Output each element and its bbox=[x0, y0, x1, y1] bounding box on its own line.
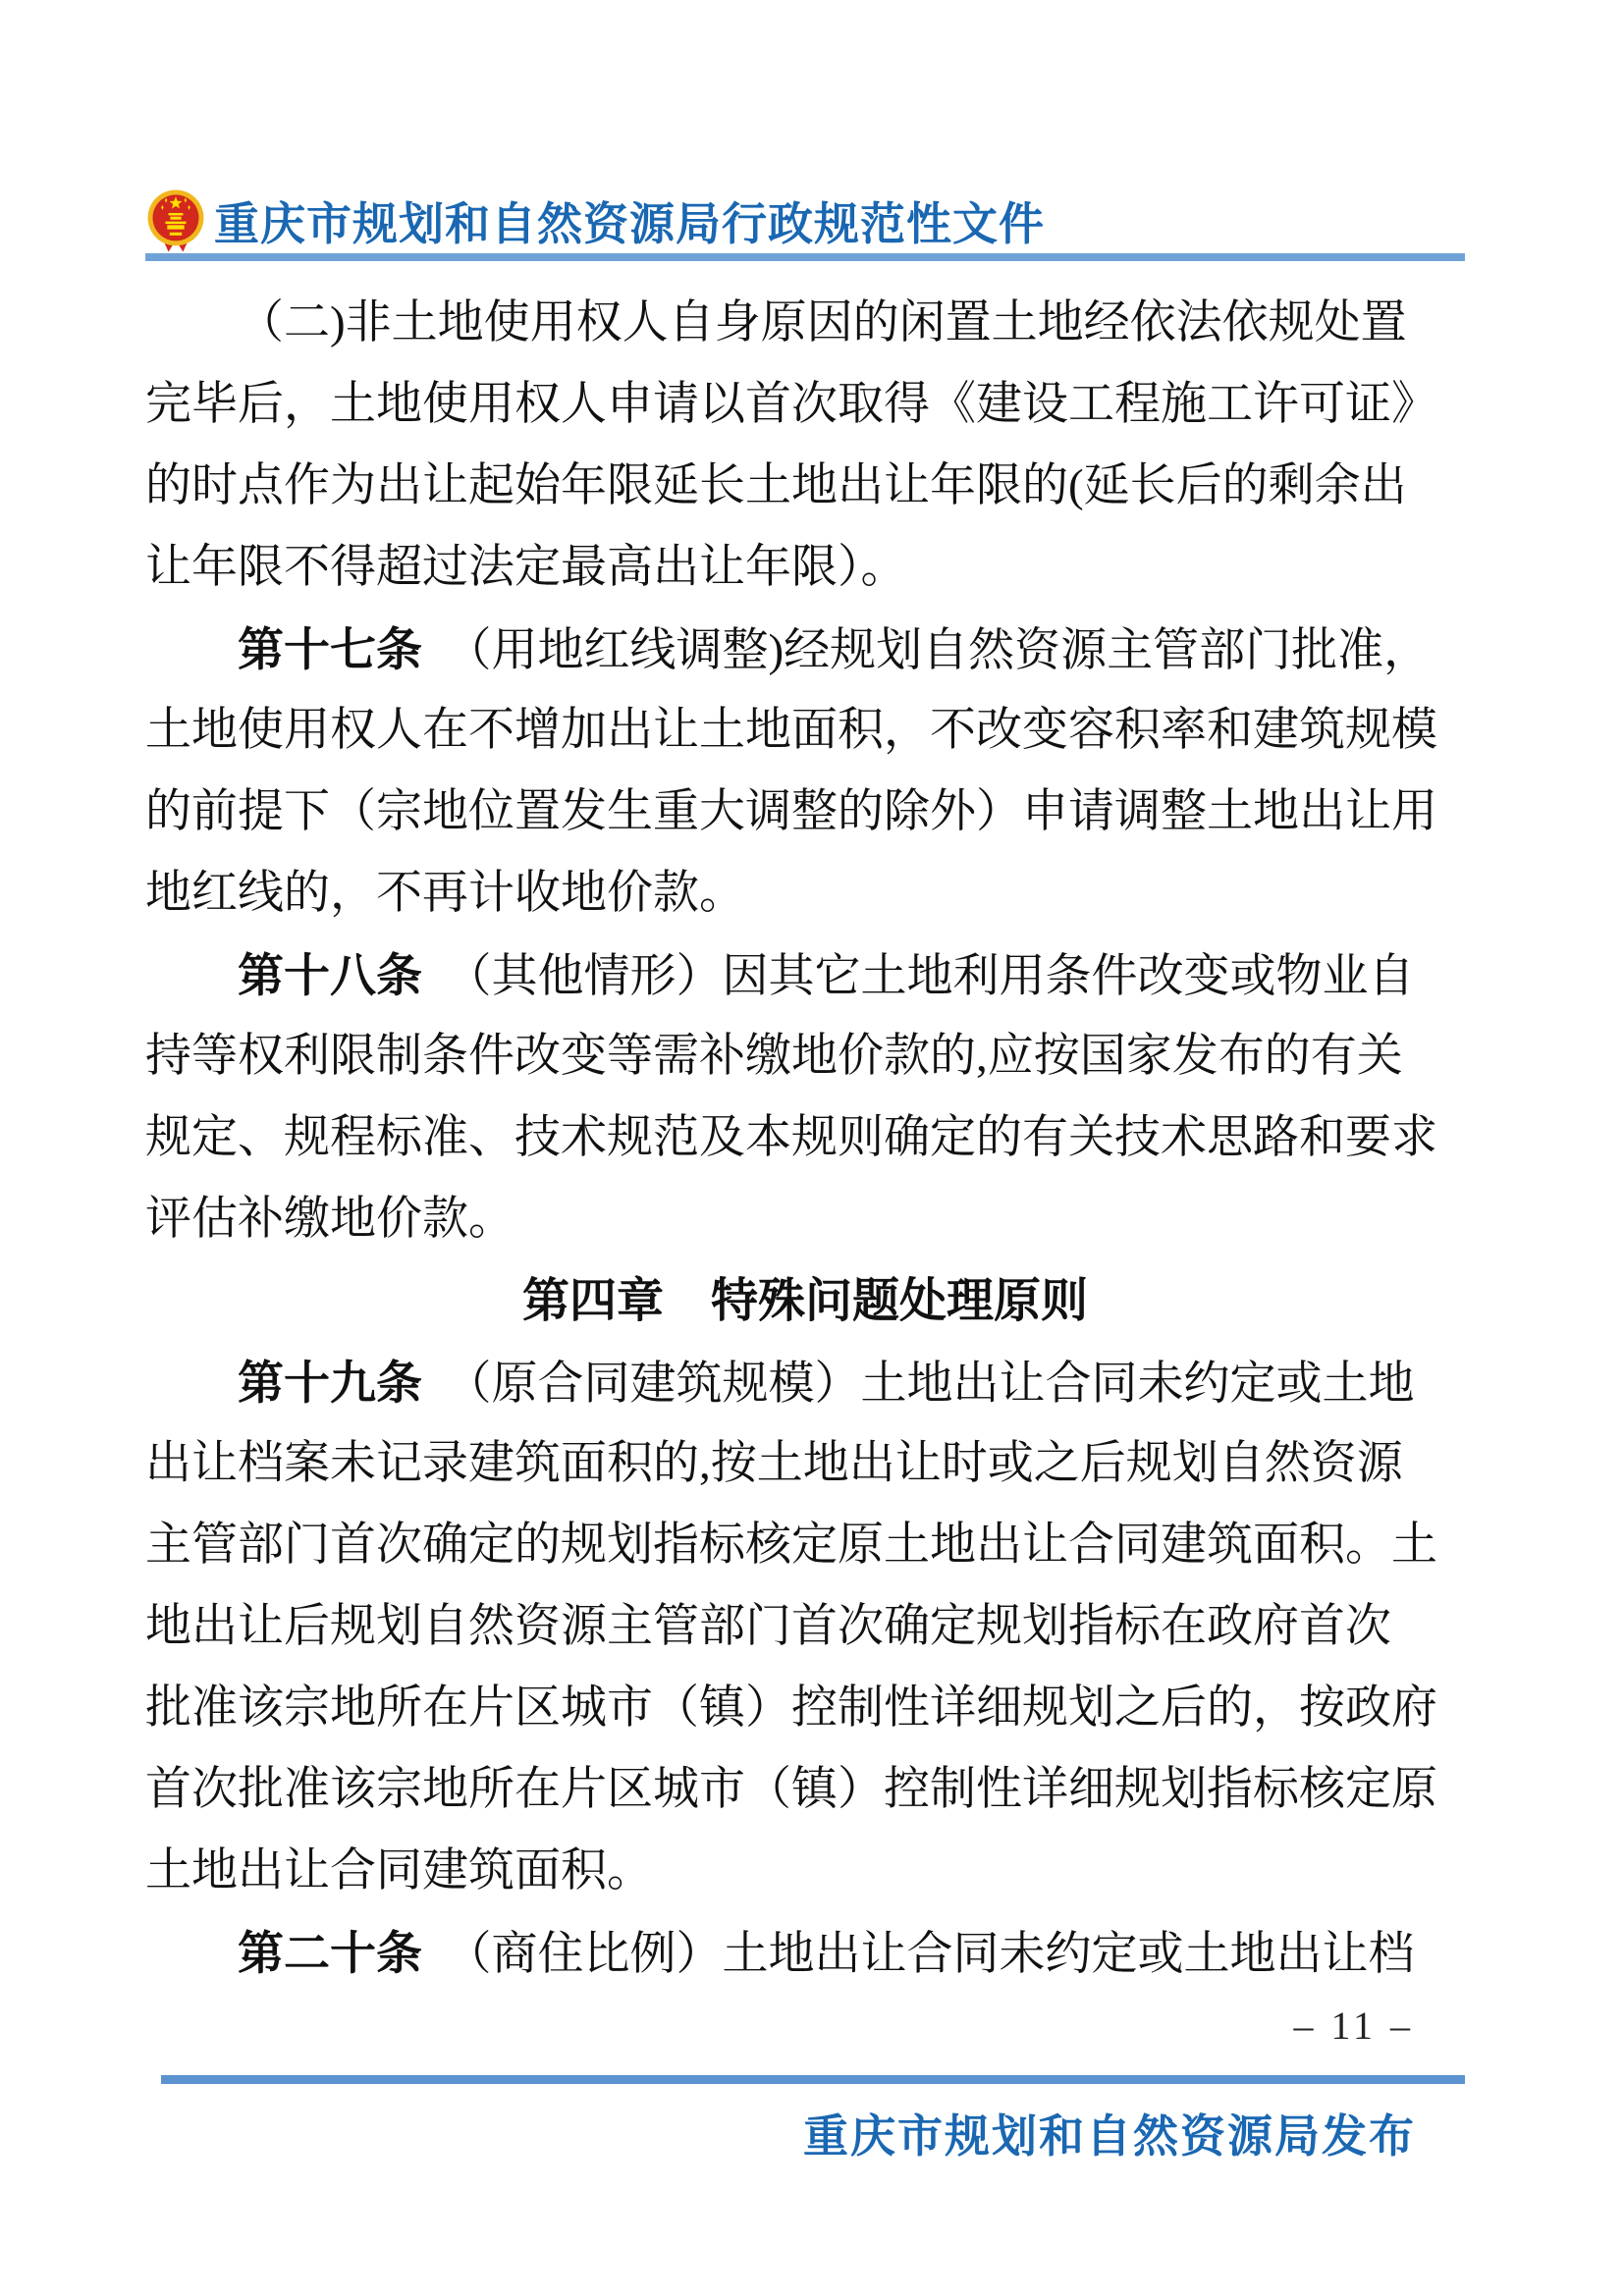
line-text: 地红线的，不再计收地价款。 bbox=[145, 868, 745, 919]
line-text: 的时点作为出让起始年限延长土地出让年限的(延长后的剩余出 bbox=[145, 460, 1407, 511]
line-text: 出让档案未记录建筑面积的,按土地出让时或之后规划自然资源 bbox=[145, 1438, 1403, 1489]
article-number: 第十八条 bbox=[238, 949, 422, 1001]
body-line bbox=[145, 853, 1465, 934]
line-text: （用地红线调整)经规划自然资源主管部门批准， bbox=[422, 625, 1431, 676]
line-text: 完毕后，土地使用权人申请以首次取得《建设工程施工许可证》 bbox=[145, 379, 1437, 430]
chapter-heading bbox=[145, 1260, 1465, 1342]
line-text: （二)非土地使用权人自身原因的闲置土地经依法依规处置 bbox=[238, 297, 1407, 348]
body-line bbox=[145, 1831, 1465, 1912]
body-line bbox=[145, 1749, 1465, 1831]
line-text: 持等权利限制条件改变等需补缴地价款的,应按国家发布的有关 bbox=[145, 1031, 1403, 1082]
line-text: 首次批准该宗地所在片区城市（镇）控制性详细规划指标核定原 bbox=[145, 1764, 1437, 1815]
line-text: （原合同建筑规模）土地出让合同未约定或土地 bbox=[422, 1359, 1415, 1410]
body-line bbox=[145, 1505, 1465, 1586]
line-text: 评估补缴地价款。 bbox=[145, 1194, 514, 1245]
body-line bbox=[145, 1097, 1465, 1179]
document-footer bbox=[145, 2101, 1416, 2165]
body-line bbox=[145, 364, 1465, 446]
body-line bbox=[145, 772, 1465, 853]
article-number: 第十九条 bbox=[238, 1357, 422, 1409]
body-line bbox=[145, 1016, 1465, 1097]
body-line bbox=[145, 283, 1465, 364]
line-text: 土地出让合同建筑面积。 bbox=[145, 1845, 653, 1896]
line-text: （商住比例）土地出让合同未约定或土地出让档 bbox=[422, 1929, 1415, 1980]
page-number: – 11 – bbox=[1293, 2003, 1414, 2048]
body-line bbox=[145, 690, 1465, 772]
document-header bbox=[145, 188, 1045, 253]
publisher-text: 重庆市规划和自然资源局发布 bbox=[803, 2110, 1416, 2162]
line-text: 批准该宗地所在片区城市（镇）控制性详细规划之后的，按政府 bbox=[145, 1682, 1437, 1734]
chapter-heading-text: 第四章 特殊问题处理原则 bbox=[521, 1275, 1088, 1327]
body-line bbox=[145, 1342, 1465, 1423]
body-line bbox=[145, 1586, 1465, 1668]
document-body bbox=[145, 283, 1465, 1994]
line-text: 主管部门首次确定的规划指标核定原土地出让合同建筑面积。土 bbox=[145, 1520, 1437, 1571]
body-line bbox=[145, 527, 1465, 609]
body-line bbox=[145, 1912, 1465, 1994]
line-text: 地出让后规划自然资源主管部门首次确定规划指标在政府首次 bbox=[145, 1601, 1391, 1652]
line-text: （其他情形）因其它土地利用条件改变或物业自 bbox=[422, 951, 1415, 1002]
header-title: 重庆市规划和自然资源局行政规范性文件 bbox=[214, 198, 1045, 249]
body-line bbox=[145, 934, 1465, 1016]
body-line bbox=[145, 446, 1465, 527]
line-text: 土地使用权人在不增加出让土地面积，不改变容积率和建筑规模 bbox=[145, 705, 1437, 756]
national-emblem-icon bbox=[145, 187, 206, 254]
footer-divider bbox=[161, 2075, 1465, 2084]
body-line bbox=[145, 609, 1465, 690]
body-line bbox=[145, 1423, 1465, 1505]
article-number: 第十七条 bbox=[238, 623, 422, 675]
line-text: 规定、规程标准、技术规范及本规则确定的有关技术思路和要求 bbox=[145, 1112, 1437, 1163]
line-text: 的前提下（宗地位置发生重大调整的除外）申请调整土地出让用 bbox=[145, 786, 1437, 837]
header-divider bbox=[145, 253, 1465, 261]
body-line bbox=[145, 1179, 1465, 1260]
body-line bbox=[145, 1668, 1465, 1749]
article-number: 第二十条 bbox=[238, 1927, 422, 1979]
line-text: 让年限不得超过法定最高出让年限）。 bbox=[145, 542, 907, 593]
